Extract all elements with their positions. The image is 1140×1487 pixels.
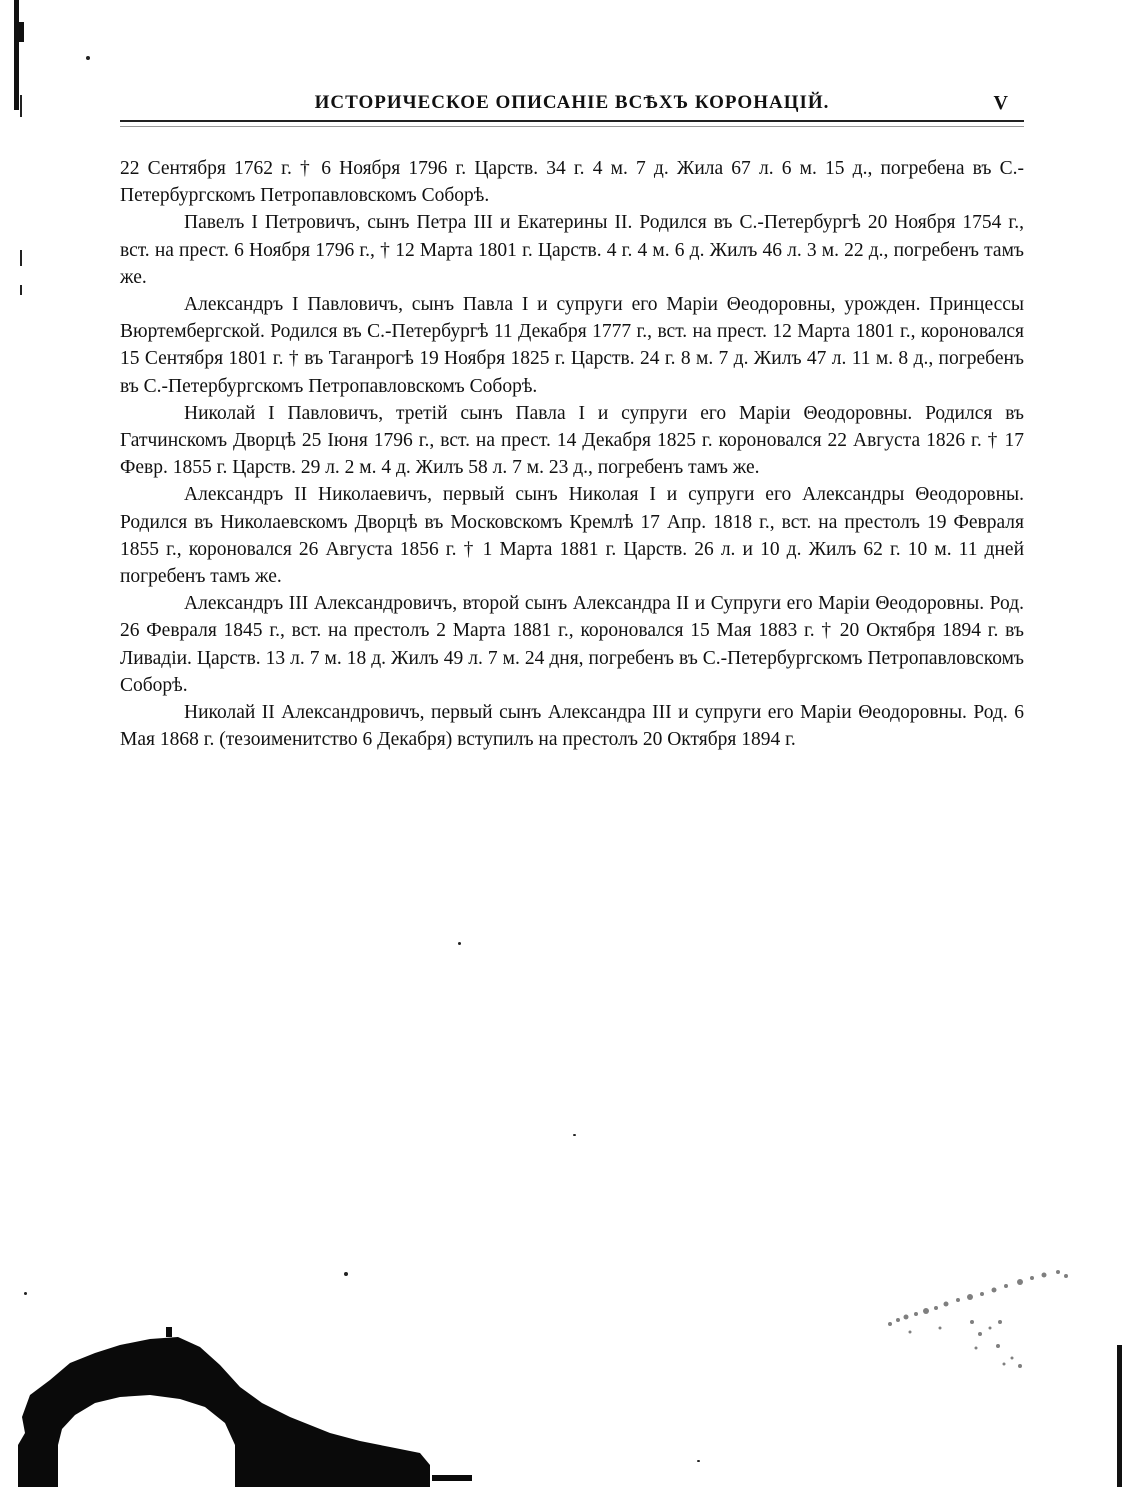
header-rule xyxy=(120,126,1024,127)
page-number: V xyxy=(993,92,1008,114)
scan-edge-right xyxy=(1117,1345,1122,1487)
paragraph-alexander-i: Александръ I Павловичъ, сынъ Павла I и супруги его Маріи Θеодоровны, урожден. Принцессы Вюртембергской. Родился въ С.-Петербургѣ 11 Декабря 1777 г., вст. на прест. 12 Марта 1801 г., короновался 15 Сентября 1801 г. † въ Таганрогѣ 19 Ноября 1825 г. Царств. 24 г. 8 м. 7 д. Жилъ 47 л. 11 м. 8 д., погребенъ въ С.-Петербургскомъ Петропавловскомъ Соборѣ. xyxy=(120,294,1024,397)
scan-speck xyxy=(458,942,461,945)
scan-speck xyxy=(344,1272,348,1276)
scan-tick xyxy=(20,250,22,266)
faded-stamp-mark xyxy=(880,1262,1080,1372)
scan-tick xyxy=(20,95,22,117)
running-head xyxy=(120,90,1024,122)
scan-speck xyxy=(24,1292,27,1295)
paragraph-ekaterina-continued: 22 Сентября 1762 г. † 6 Ноября 1796 г. Царств. 34 г. 4 м. 7 д. Жила 67 л. 6 м. 15 д., погребена въ С.-Петербургскомъ Петропавловскомъ Соборѣ. xyxy=(120,158,1024,207)
scan-speck xyxy=(86,56,90,60)
paragraph-pavel-i: Павелъ I Петровичъ, сынъ Петра III и Екатерины II. Родился въ С.-Петербургѣ 20 Ноября 1754 г., вст. на прест. 6 Ноября 1796 г., † 12 Марта 1801 г. Царств. 4 г. 4 м. 6 д. Жилъ 46 л. 3 м. 22 д., погребенъ тамъ же. xyxy=(120,212,1024,288)
scan-speck xyxy=(697,1460,700,1462)
paragraph-nicholas-i: Николай I Павловичъ, третій сынъ Павла I и супруги его Маріи Θеодоровны. Родился въ Гатчинскомъ Дворцѣ 25 Іюня 1796 г., вст. на прест. 14 Декабря 1825 г. короновался 22 Августа 1826 г. † 17 Февр. 1855 г. Царств. 29 л. 2 м. 4 д. Жилъ 58 л. 7 м. 23 д., погребенъ тамъ же. xyxy=(120,402,1024,479)
scan-tick xyxy=(20,285,22,295)
running-title: ИСТОРИЧЕСКОЕ ОПИСАНІЕ ВСѢХЪ КОРОНАЦІЙ. xyxy=(314,92,830,113)
paragraph-nicholas-ii: Николай II Александровичъ, первый сынъ Александра III и супруги его Маріи Θеодоровны. Род. 6 Мая 1868 г. (тезоименитство 6 Декабря) вступилъ на престолъ 20 Октября 1894 г. xyxy=(120,702,1024,751)
scan-edge-notch xyxy=(19,22,24,42)
body-text xyxy=(120,155,1024,753)
paragraph-alexander-ii: Александръ II Николаевичъ, первый сынъ Николая I и супруги его Александры Θеодоровны. Родился въ Николаевскомъ Дворцѣ въ Московскомъ Кремлѣ 17 Апр. 1818 г., вст. на престолъ 19 Февраля 1855 г., короновался 26 Августа 1856 г. † 1 Марта 1881 г. Царств. 26 л. и 10 д. Жилъ 62 г. 10 м. 11 дней погребенъ тамъ же. xyxy=(120,484,1024,588)
paragraph-alexander-iii: Александръ III Александровичъ, второй сынъ Александра II и Супруги его Маріи Θеодоровны. Род. 26 Февраля 1845 г., вст. на престолъ 2 Марта 1881 г., короновался 15 Мая 1883 г. † 20 Октября 1894 г. въ Ливадіи. Царств. 13 л. 7 м. 18 д. Жилъ 49 л. 7 м. 24 дня, погребенъ въ С.-Петербургскомъ Петропавловскомъ Соборѣ. xyxy=(120,593,1024,696)
ink-blot xyxy=(0,1325,500,1487)
scan-speck xyxy=(573,1134,576,1136)
scan-edge-left xyxy=(14,0,19,110)
